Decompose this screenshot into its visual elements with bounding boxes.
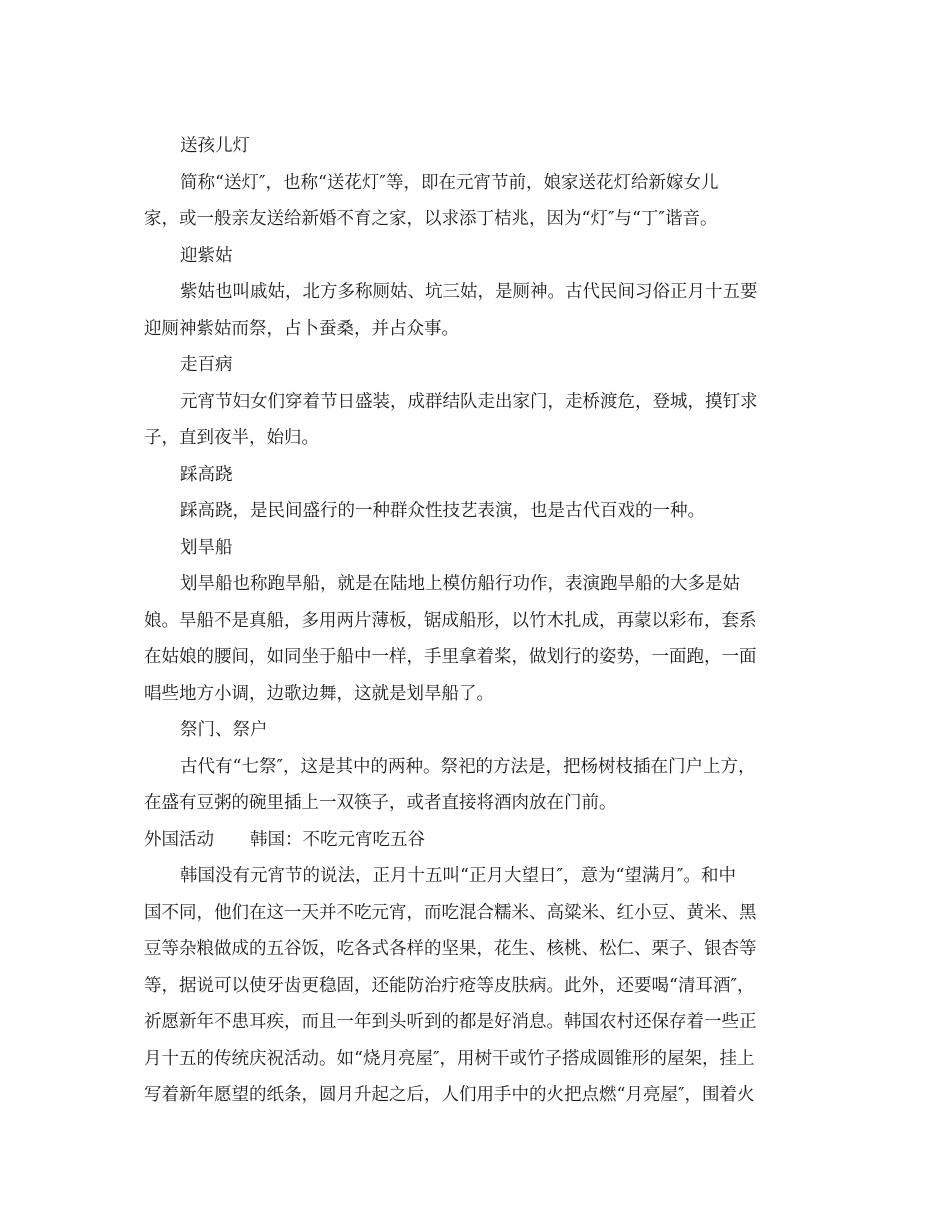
- paragraph-line: 韩国没有元宵节的说法，正月十五叫“正月大望日″，意为“望满月″。和中: [180, 866, 736, 886]
- paragraph-line: 祈愿新年不患耳疾，而且一年到头听到的都是好消息。韩国农村还保存着一些正: [144, 1012, 757, 1032]
- document-body: [144, 128, 809, 1114]
- section-heading: 迎紫姑: [180, 245, 233, 266]
- paragraph-line: 简称“送灯″，也称“送花灯″等，即在元宵节前，娘家送花灯给新嫁女儿: [180, 172, 719, 193]
- section-heading: 踩高跷: [180, 464, 233, 485]
- paragraph-line: 写着新年愿望的纸条，圆月升起之后，人们用手中的火把点燃“月亮屋″，围着火: [144, 1085, 755, 1105]
- paragraph-line: 等，据说可以使牙齿更稳固，还能防治疔疮等皮肤病。此外，还要喝“清耳酒″，: [144, 975, 755, 996]
- paragraph-line: 踩高跷，是民间盛行的一种群众性技艺表演，也是古代百戏的一种。: [180, 501, 705, 521]
- foreign-title: 韩国：不吃元宵吃五谷: [250, 829, 425, 850]
- section-heading: 划旱船: [180, 537, 233, 558]
- paragraph-line: 在盛有豆粥的碗里插上一双筷子，或者直接将酒肉放在门前。: [144, 793, 617, 813]
- paragraph-line: 豆等杂粮做成的五谷饭，吃各式各样的坚果，花生、核桃、松仁、栗子、银杏等: [144, 939, 757, 959]
- paragraph-line: 划旱船也称跑旱船，就是在陆地上模仿船行功作，表演跑旱船的大多是姑: [180, 574, 740, 594]
- section-heading: 祭门、祭户: [180, 720, 268, 740]
- foreign-label: 外国活动: [144, 829, 214, 850]
- section-heading: 走百病: [180, 355, 233, 375]
- paragraph-line: 紫姑也叫戚姑，北方多称厕姑、坑三姑，是厕神。古代民间习俗正月十五要: [180, 282, 758, 302]
- paragraph-line: 迎厕神紫姑而祭，占卜蚕桑，并占众事。: [144, 318, 459, 339]
- paragraph-line: 国不同，他们在这一天并不吃元宵，而吃混合糯米、高粱米、红小豆、黄米、黑: [144, 902, 757, 923]
- paragraph-line: 家，或一般亲友送给新婚不育之家，以求添丁桔兆，因为“灯″与“丁″谐音。: [144, 209, 718, 229]
- foreign-heading-line: [144, 822, 809, 859]
- paragraph-line: 在姑娘的腰间，如同坐于船中一样，手里拿着桨，做划行的姿势，一面跑，一面: [144, 647, 757, 667]
- paragraph-line: 古代有“七祭″，这是其中的两种。祭祀的方法是，把杨树枝插在门户上方，: [180, 756, 756, 777]
- section-heading: 送孩儿灯: [180, 136, 250, 156]
- paragraph-line: 元宵节妇女们穿着节日盛装，成群结队走出家门，走桥渡危，登城，摸钉求: [180, 391, 758, 412]
- paragraph-line: 唱些地方小调，边歌边舞，这就是划旱船了。: [144, 683, 494, 704]
- paragraph-line: 娘。旱船不是真船，多用两片薄板，锯成船形，以竹木扎成，再蒙以彩布，套系: [144, 610, 757, 631]
- paragraph-line: 子，直到夜半，始归。: [144, 428, 319, 448]
- paragraph-line: 月十五的传统庆祝活动。如“烧月亮屋″，用树干或竹子搭成圆锥形的屋架，挂上: [144, 1048, 755, 1069]
